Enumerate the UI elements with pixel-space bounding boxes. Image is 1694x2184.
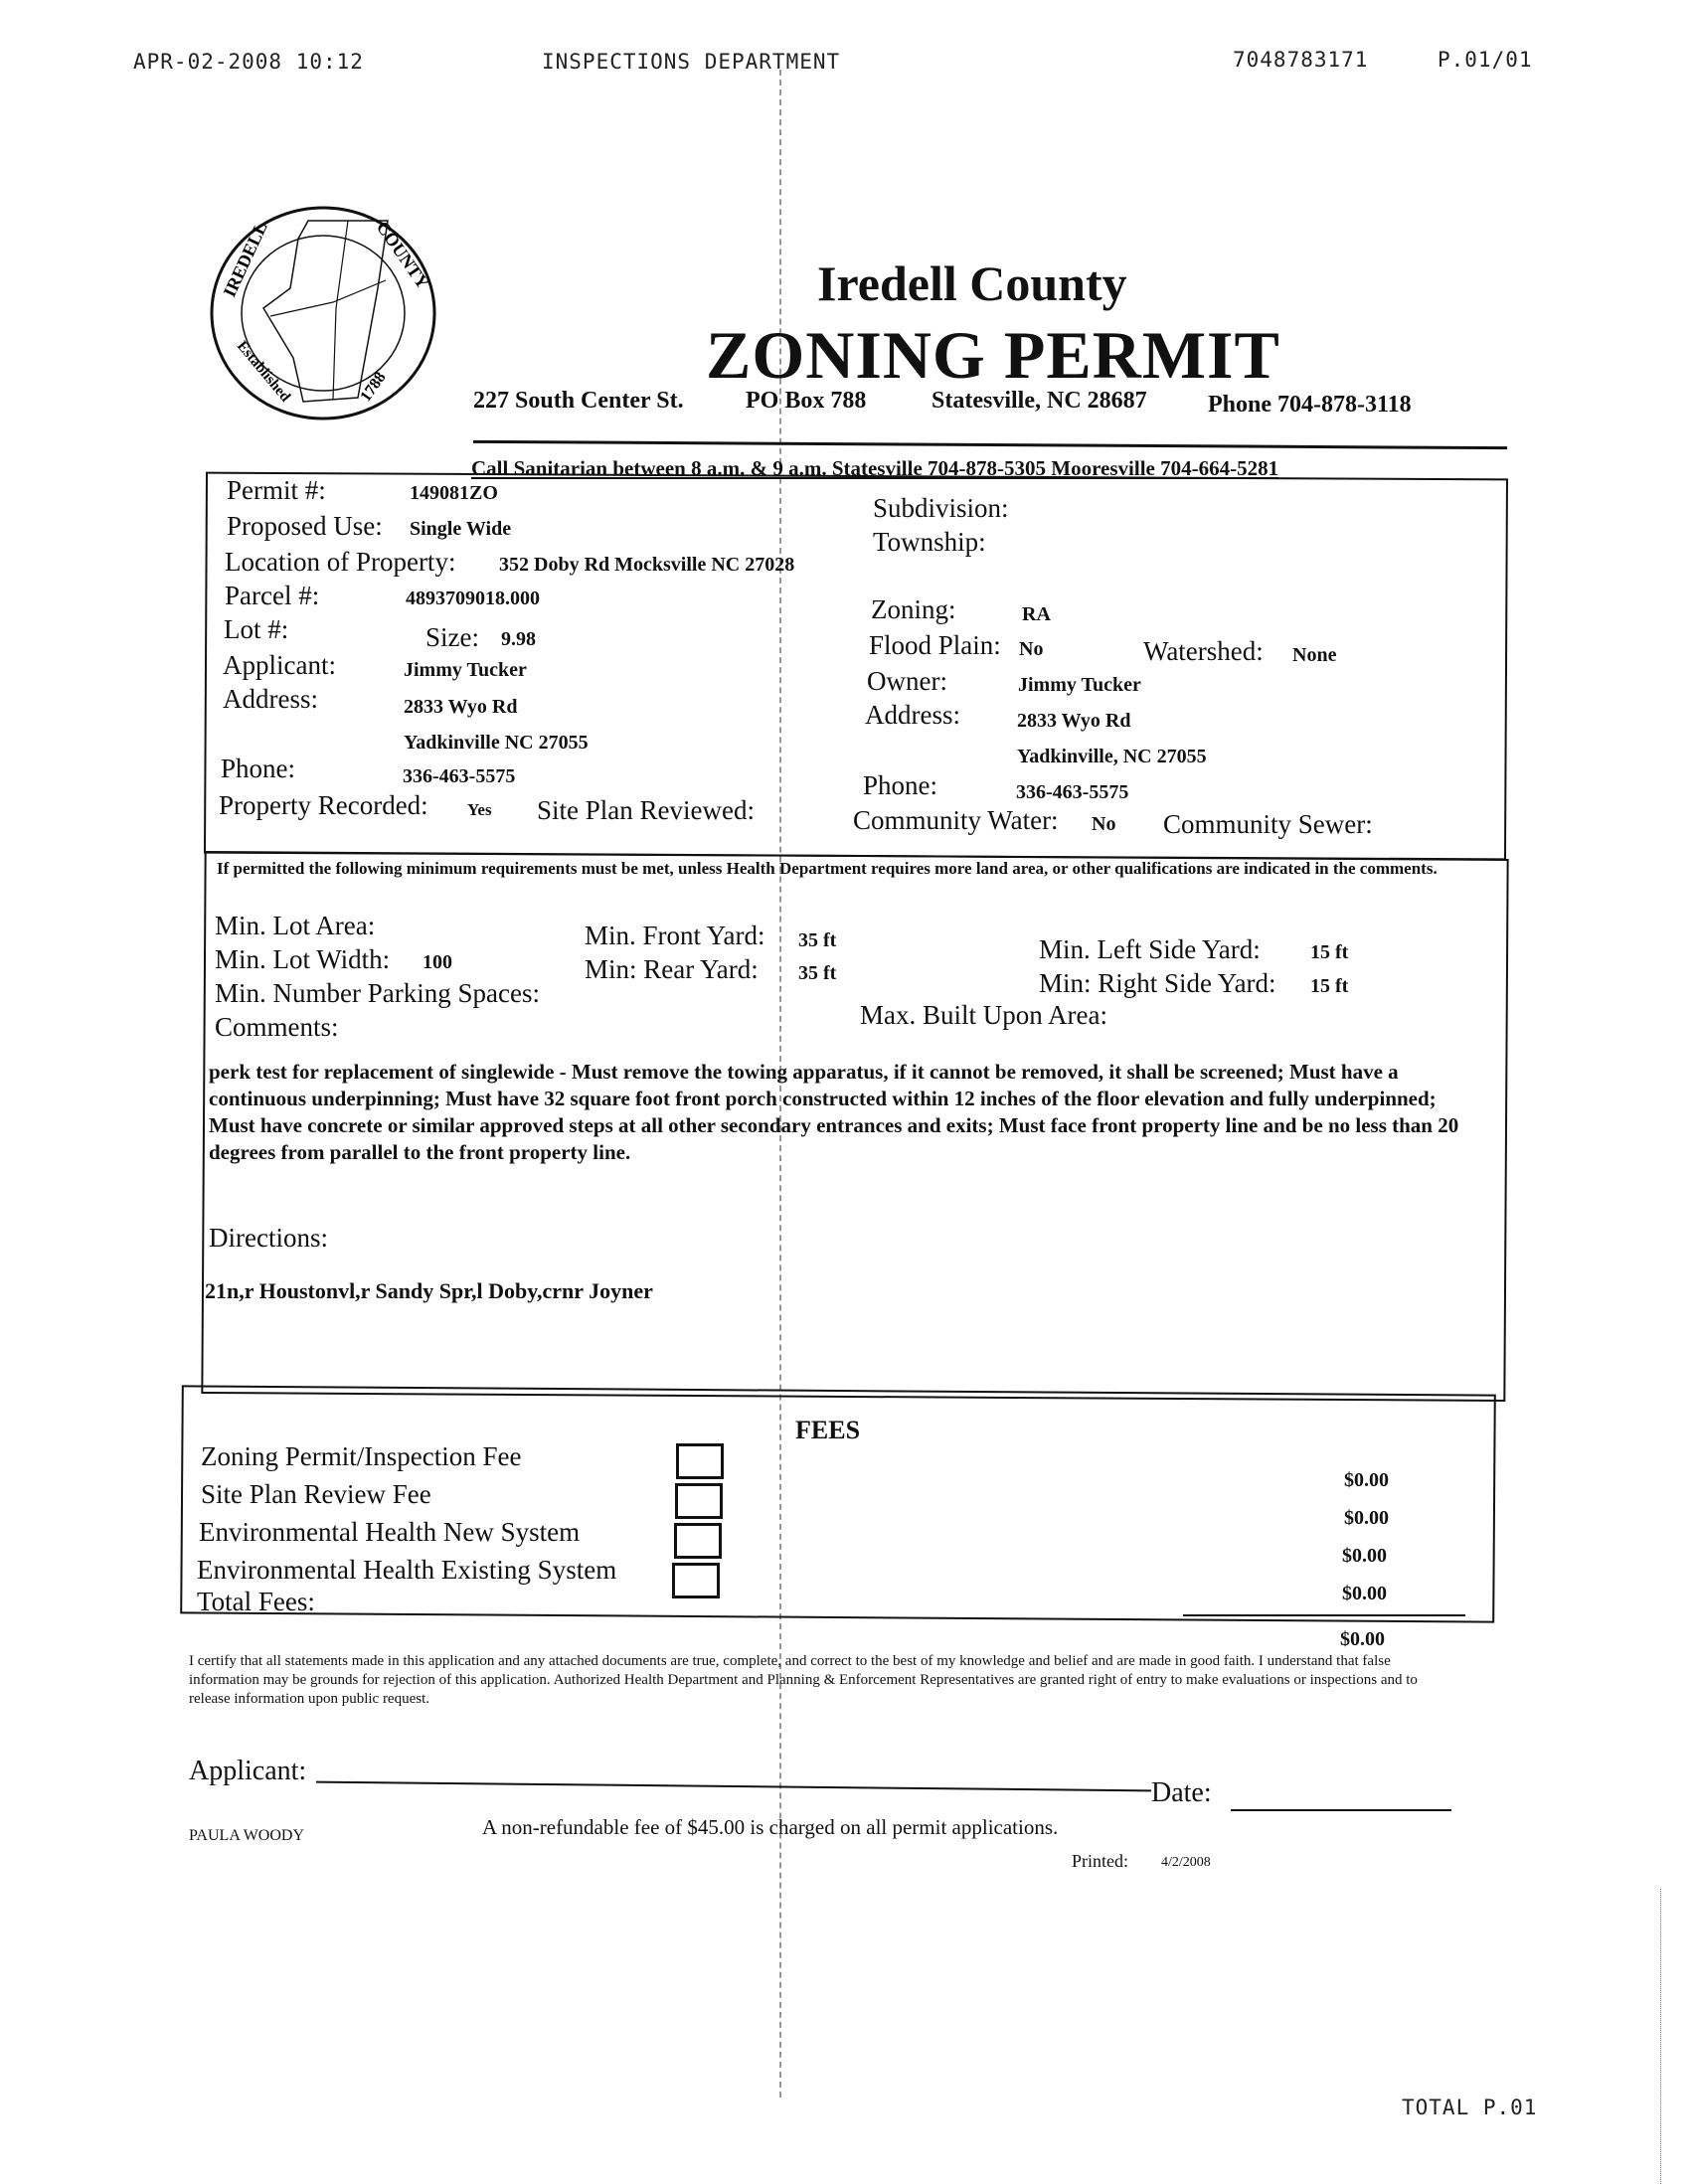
applicant-signature-label: Applicant: [189, 1756, 307, 1786]
min-front-yard-value: 35 ft [798, 929, 837, 951]
county-name: Iredell County [817, 255, 1127, 311]
community-sewer-label: Community Sewer: [1163, 809, 1373, 839]
min-left-side-yard-value: 15 ft [1310, 941, 1349, 963]
watershed-label: Watershed: [1143, 636, 1264, 666]
certification-text: I certify that all statements made in this application and any attached documents are true, complete, and correct to the best of my knowledge and belief and are made in good faith. I understand that false information may be grounds for rejection of this application. Authorized Health Department and Planning & Enforcement Representatives are granted right of entry to make evaluations or inspections and to release information upon public request. [189, 1653, 1418, 1707]
fee-label-site-plan: Site Plan Review Fee [201, 1479, 431, 1509]
sanitarian-note: Call Sanitarian between 8 a.m. & 9 a.m. Statesville 704-878-5305 Mooresville 704-664-5281 [471, 456, 1279, 480]
watershed-value: None [1292, 644, 1337, 666]
header-rule [473, 440, 1507, 449]
size-value: 9.98 [501, 628, 536, 650]
min-rear-yard-label: Min: Rear Yard: [585, 954, 759, 984]
community-water-value: No [1092, 813, 1116, 835]
min-right-side-yard-value: 15 ft [1310, 975, 1349, 997]
min-lot-width-label: Min. Lot Width: [215, 944, 391, 974]
date-label: Date: [1151, 1777, 1212, 1808]
office-phone: Phone 704-878-3118 [1208, 392, 1412, 418]
office-po-box: PO Box 788 [746, 388, 867, 414]
document-title: ZONING PERMIT [706, 317, 1280, 393]
fax-number: 7048783171 [1233, 48, 1369, 72]
min-right-side-yard-label: Min: Right Side Yard: [1039, 968, 1276, 998]
owner-address-line1: 2833 Wyo Rd [1017, 710, 1131, 732]
fee-note: A non-refundable fee of $45.00 is charged on all permit applications. [482, 1815, 1059, 1839]
seal-text-county: COUNTY [372, 217, 433, 293]
proposed-use-value: Single Wide [410, 518, 512, 540]
permit-number-label: Permit #: [227, 475, 326, 505]
min-lot-width-value: 100 [423, 951, 452, 973]
owner-address-label: Address: [865, 700, 960, 730]
directions-label: Directions: [209, 1223, 328, 1253]
location-value: 352 Doby Rd Mocksville NC 27028 [499, 554, 795, 576]
community-water-label: Community Water: [853, 805, 1059, 835]
total-fees-rule [1183, 1614, 1465, 1616]
owner-phone-label: Phone: [863, 770, 938, 800]
owner-address-line2: Yadkinville, NC 27055 [1017, 746, 1207, 767]
fax-total-pages: TOTAL P.01 [1402, 2096, 1538, 2119]
fees-heading: FEES [795, 1416, 861, 1444]
max-built-upon-area-label: Max. Built Upon Area: [860, 1000, 1107, 1030]
location-label: Location of Property: [225, 547, 456, 577]
office-street: 227 South Center St. [473, 388, 684, 414]
min-left-side-yard-label: Min. Left Side Yard: [1039, 934, 1261, 964]
zoning-value: RA [1022, 603, 1051, 625]
total-fees-amount: $0.00 [1340, 1628, 1385, 1650]
fax-page: P.01/01 [1438, 48, 1533, 72]
requirements-intro: If permitted the following minimum requirements must be met, unless Health Department requires more land area, or other qualifications are indicated in the comments. [217, 859, 1438, 878]
min-front-yard-label: Min. Front Yard: [585, 921, 765, 950]
parcel-value: 4893709018.000 [406, 588, 540, 609]
owner-phone-value: 336-463-5575 [1016, 781, 1129, 803]
printed-date: 4/2/2008 [1161, 1855, 1211, 1870]
fee-checkbox-site-plan[interactable] [675, 1483, 723, 1519]
county-map-icon [263, 221, 388, 402]
property-recorded-label: Property Recorded: [219, 790, 428, 820]
applicant-signature-line[interactable] [316, 1781, 1151, 1792]
fee-checkbox-env-health-existing[interactable] [672, 1563, 720, 1598]
directions-text: 21n,r Houstonvl,r Sandy Spr,l Doby,crnr Joyner [205, 1278, 653, 1303]
lot-label: Lot #: [224, 614, 289, 644]
permit-number-value: 149081ZO [410, 482, 498, 504]
fax-datetime: APR-02-2008 10:12 [133, 50, 364, 74]
county-seal-logo [199, 199, 447, 427]
owner-label: Owner: [867, 666, 947, 696]
seal-text-iredell: IREDELL [219, 218, 271, 300]
fee-amount-env-health-new: $0.00 [1342, 1545, 1387, 1567]
applicant-phone-value: 336-463-5575 [403, 765, 516, 787]
comments-text: perk test for replacement of singlewide - Must remove the towing apparatus, if it cannot be removed, it shall be screened; Must have a continuous underpinning; Must have 32 square foot front porch constructed within 12 inches of the floor elevation and fully underpinned; Must have concrete or similar approved steps at all other secondary entrances and exits; Must face front property line and be no less than 20 degrees from parallel to the front property line. [209, 1060, 1459, 1164]
fee-label-env-health-new: Environmental Health New System [199, 1517, 581, 1547]
fee-amount-env-health-existing: $0.00 [1342, 1583, 1387, 1604]
scan-edge-mark [1660, 1889, 1661, 2184]
fee-checkbox-env-health-new[interactable] [674, 1523, 722, 1559]
applicant-phone-label: Phone: [221, 754, 296, 783]
applicant-label: Applicant: [223, 650, 336, 680]
fee-checkbox-zoning-permit[interactable] [676, 1443, 724, 1479]
subdivision-label: Subdivision: [873, 493, 1009, 523]
applicant-value: Jimmy Tucker [404, 659, 527, 681]
zoning-label: Zoning: [871, 594, 956, 624]
seal-text-established: Established [233, 338, 293, 406]
flood-plain-value: No [1019, 638, 1044, 660]
applicant-address-line2: Yadkinville NC 27055 [404, 732, 589, 754]
comments-label: Comments: [215, 1012, 339, 1042]
fee-amount-zoning-permit: $0.00 [1344, 1469, 1389, 1491]
seal-text-year: 1788 [357, 369, 390, 406]
owner-value: Jimmy Tucker [1018, 674, 1141, 696]
fee-label-env-health-existing: Environmental Health Existing System [197, 1555, 617, 1585]
printed-label: Printed: [1072, 1851, 1128, 1871]
applicant-address-line1: 2833 Wyo Rd [404, 696, 518, 718]
site-plan-reviewed-label: Site Plan Reviewed: [537, 795, 755, 825]
parcel-label: Parcel #: [225, 581, 320, 610]
property-recorded-value: Yes [467, 800, 492, 819]
clerk-name: PAULA WOODY [189, 1827, 305, 1844]
total-fees-label: Total Fees: [197, 1587, 315, 1616]
min-rear-yard-value: 35 ft [798, 962, 837, 984]
fax-department: INSPECTIONS DEPARTMENT [542, 50, 841, 74]
applicant-address-label: Address: [223, 684, 318, 714]
office-city: Statesville, NC 28687 [932, 388, 1147, 414]
flood-plain-label: Flood Plain: [869, 630, 1001, 660]
fee-amount-site-plan: $0.00 [1344, 1507, 1389, 1529]
date-line[interactable] [1231, 1809, 1451, 1811]
fee-label-zoning-permit: Zoning Permit/Inspection Fee [201, 1441, 522, 1471]
size-label: Size: [425, 622, 479, 652]
proposed-use-label: Proposed Use: [227, 511, 383, 541]
township-label: Township: [873, 527, 986, 557]
min-parking-label: Min. Number Parking Spaces: [215, 978, 540, 1008]
min-lot-area-label: Min. Lot Area: [215, 911, 376, 940]
